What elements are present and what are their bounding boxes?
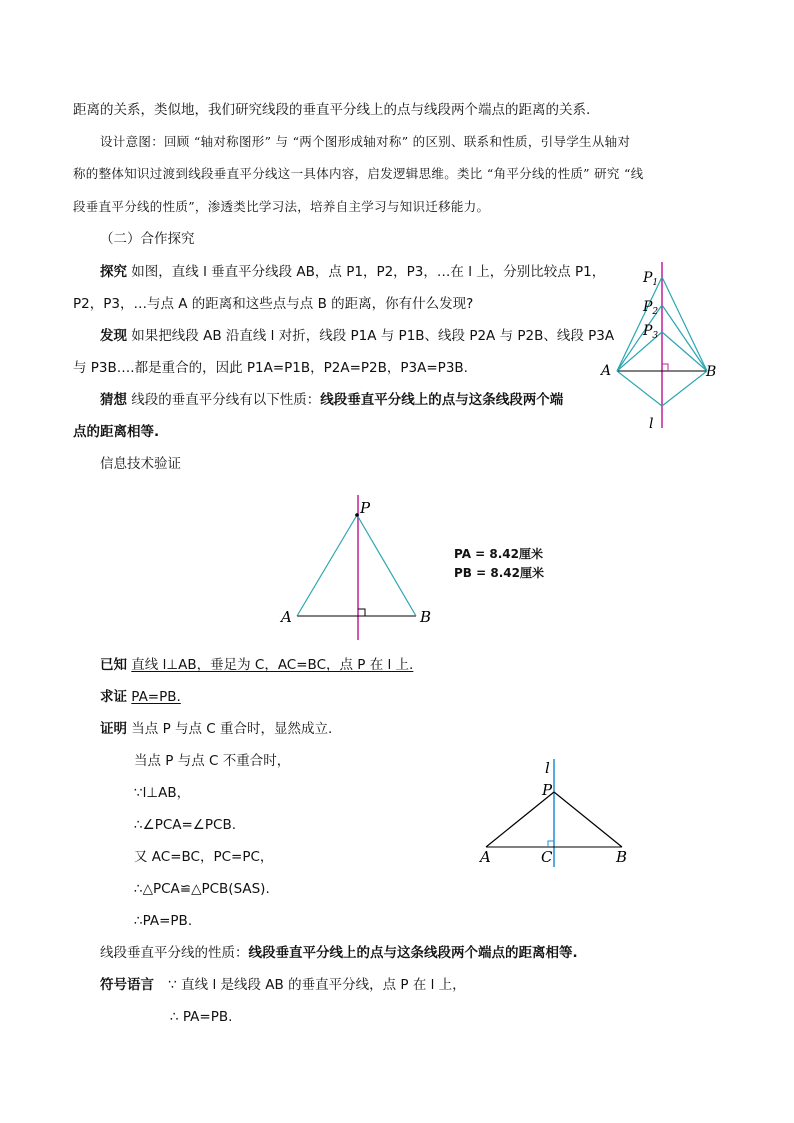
property-bold: 线段垂直平分线上的点与这条线段两个端点的距离相等. <box>248 945 578 961</box>
conjecture-bold-cont: 点的距离相等. <box>73 424 160 440</box>
given-label: 已知 <box>100 657 127 673</box>
segment-P1A <box>617 277 662 371</box>
proof-line: ∴∠PCA=∠PCB. <box>134 817 237 833</box>
measurement-PB: PB = 8.42厘米 <box>454 566 544 580</box>
discover-line <box>100 328 614 344</box>
proof-line: ∵l⊥AB， <box>134 785 191 801</box>
symbol-language-label: 符号语言 <box>100 977 154 993</box>
symbol-language-text: ∵ 直线 l 是线段 AB 的垂直平分线，点 P 在 l 上， <box>168 977 466 993</box>
section-heading: （二）合作探究 <box>100 231 195 247</box>
text-line: P2，P3，…与点 A 的距离和这些点与点 B 的距离，你有什么发现? <box>73 296 474 312</box>
right-angle-mark <box>358 609 365 616</box>
label-A: A <box>281 608 292 626</box>
design-intent-line: 段垂直平分线的性质”，渗透类比学习法，培养自主学习与知识迁移能力。 <box>73 199 490 214</box>
measurement-PA: PA = 8.42厘米 <box>454 547 543 561</box>
figure-perpendicular-bisector-points <box>595 260 725 435</box>
label-P3: $P_3$ <box>643 323 659 341</box>
design-intent-line: 设计意图：回顾 “轴对称图形” 与 “两个图形成轴对称” 的区别、联系和性质，引导学生从轴对 <box>100 134 631 149</box>
proof-text: 当点 P 与点 C 重合时，显然成立. <box>131 721 333 737</box>
given-line <box>100 657 413 673</box>
segment-PA <box>486 792 554 847</box>
label-P1: $P_1$ <box>643 270 659 288</box>
label-P: P <box>542 781 553 799</box>
explore-label: 探究 <box>100 264 127 280</box>
label-B: B <box>706 364 717 380</box>
conjecture-text: 线段的垂直平分线有以下性质： <box>131 392 321 408</box>
property-label: 线段垂直平分线的性质： <box>100 945 249 961</box>
conjecture-bold: 线段垂直平分线上的点与这条线段两个端 <box>320 392 564 408</box>
label-l: l <box>649 416 654 432</box>
conjecture-line <box>100 392 563 408</box>
proof-line: 当点 P 与点 C 不重合时， <box>134 753 291 769</box>
discover-label: 发现 <box>100 328 127 344</box>
text-line: 距离的关系，类似地，我们研究线段的垂直平分线上的点与线段两个端点的距离的关系. <box>73 102 591 118</box>
design-intent-line: 称的整体知识过渡到线段垂直平分线这一具体内容，启发逻辑思维。类比 “角平分线的性质” 研究 “线 <box>73 166 644 181</box>
segment-PA <box>297 515 357 616</box>
label-B: B <box>616 848 628 866</box>
label-A: A <box>601 363 612 379</box>
text-line: 与 P3B….都是重合的，因此 P1A=P1B，P2A=P2B，P3A=P3B. <box>73 360 468 376</box>
property-line <box>100 945 578 961</box>
figure-proof-triangle <box>478 755 638 867</box>
segment-QA <box>617 371 662 406</box>
it-verify-heading: 信息技术验证 <box>100 456 181 472</box>
proof-line <box>100 721 332 737</box>
label-P: P <box>360 499 371 517</box>
proof-line: ∴△PCA≌△PCB(SAS). <box>134 881 270 897</box>
explore-line <box>100 264 605 280</box>
segment-PB <box>357 515 416 616</box>
given-text: 直线 l⊥AB，垂足为 C，AC=BC，点 P 在 l 上. <box>131 657 414 673</box>
prove-line <box>100 689 181 705</box>
point-P <box>355 513 359 517</box>
right-angle-mark <box>548 841 554 847</box>
prove-text: PA=PB. <box>131 689 181 705</box>
proof-line: ∴PA=PB. <box>134 913 193 929</box>
segment-PB <box>554 792 622 847</box>
symbol-language-conclusion: ∴ PA=PB. <box>170 1009 233 1025</box>
label-C: C <box>541 848 553 866</box>
conjecture-label: 猜想 <box>100 392 127 408</box>
discover-text: 如果把线段 AB 沿直线 l 对折，线段 P1A 与 P1B、线段 P2A 与 P2B、线段 P3A <box>131 328 615 344</box>
label-B: B <box>420 608 432 626</box>
segment-QB <box>662 371 707 406</box>
label-l: l <box>545 759 550 777</box>
label-A: A <box>480 848 491 866</box>
figure-it-verification <box>275 495 435 645</box>
right-angle-mark <box>662 364 668 371</box>
label-P2: $P_2$ <box>643 299 659 317</box>
explore-text: 如图，直线 l 垂直平分线段 AB，点 P1，P2，P3，…在 l 上，分别比较点 P1， <box>131 264 606 280</box>
prove-label: 求证 <box>100 689 127 705</box>
segment-P1B <box>662 277 707 371</box>
proof-line: 又 AC=BC，PC=PC， <box>134 849 274 865</box>
symbol-language-line <box>100 977 466 993</box>
proof-label: 证明 <box>100 721 127 737</box>
